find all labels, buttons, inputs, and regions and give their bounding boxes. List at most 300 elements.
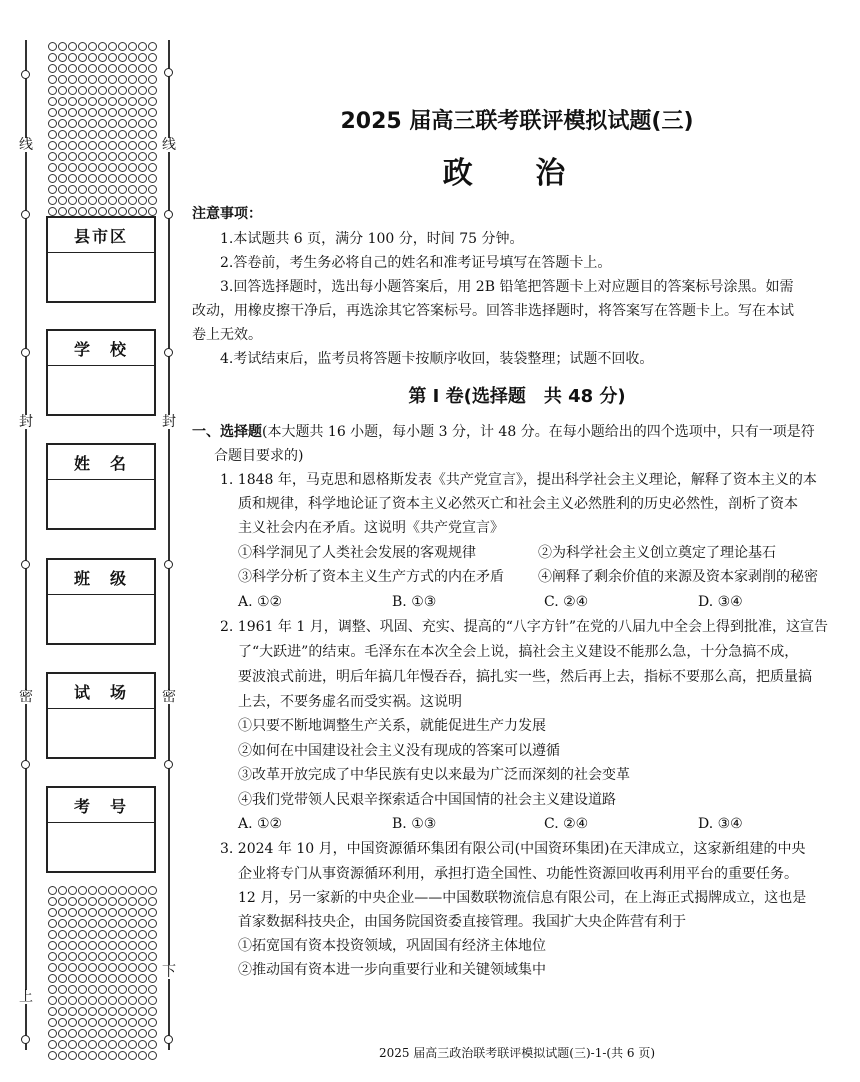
margin-dot <box>108 1040 117 1049</box>
margin-dot <box>148 985 157 994</box>
margin-dot <box>148 930 157 939</box>
margin-dot <box>108 75 117 84</box>
margin-dot <box>68 163 77 172</box>
margin-dot <box>118 897 127 906</box>
q2-stem: 2. 1961 年 1 月，调整、巩固、充实、提高的“八字方针”在党的八届九中全会上得到批准，这宣告 <box>220 619 829 635</box>
binding-hole <box>164 760 173 769</box>
margin-dot <box>68 919 77 928</box>
q3-statement: ②推动国有资本进一步向重要行业和关键领域集中 <box>238 962 546 978</box>
margin-dot <box>128 919 137 928</box>
margin-dot <box>98 974 107 983</box>
margin-dot <box>58 908 67 917</box>
margin-dot <box>68 985 77 994</box>
margin-dot <box>58 1007 67 1016</box>
margin-dot <box>88 963 97 972</box>
margin-dot <box>138 1018 147 1027</box>
margin-dot <box>128 1029 137 1038</box>
margin-dot <box>118 130 127 139</box>
margin-dot <box>68 152 77 161</box>
margin-dot <box>118 996 127 1005</box>
margin-dot <box>68 974 77 983</box>
margin-dot <box>48 930 57 939</box>
field-label: 县市区 <box>48 218 154 253</box>
margin-dot <box>78 1007 87 1016</box>
margin-dot <box>108 97 117 106</box>
margin-dot <box>138 119 147 128</box>
margin-dot <box>118 64 127 73</box>
section-title: 第 Ⅰ 卷(选择题 共 48 分) <box>408 386 626 407</box>
margin-dot <box>78 97 87 106</box>
margin-dot <box>98 75 107 84</box>
margin-dot <box>58 53 67 62</box>
margin-dot <box>118 53 127 62</box>
field-county-box[interactable] <box>46 216 156 303</box>
margin-dot <box>48 952 57 961</box>
margin-dot <box>58 952 67 961</box>
margin-dot <box>108 963 117 972</box>
margin-dot <box>68 207 77 216</box>
margin-dot <box>88 42 97 51</box>
margin-dot <box>128 152 137 161</box>
margin-dot <box>108 141 117 150</box>
margin-dot <box>138 174 147 183</box>
margin-dot <box>118 952 127 961</box>
margin-dot <box>58 130 67 139</box>
margin-dot <box>78 119 87 128</box>
field-label: 姓 名 <box>48 445 154 480</box>
field-exam-room-box[interactable] <box>46 672 156 759</box>
q1-statement: ④阐释了剩余价值的来源及资本家剥削的秘密 <box>538 569 818 585</box>
margin-dot <box>88 985 97 994</box>
margin-dot <box>98 963 107 972</box>
margin-dot <box>48 64 57 73</box>
margin-dot <box>88 86 97 95</box>
q2-statement: ②如何在中国建设社会主义没有现成的答案可以遵循 <box>238 743 560 759</box>
binding-margin <box>0 0 190 1082</box>
margin-dot <box>58 996 67 1005</box>
margin-dot <box>138 985 147 994</box>
margin-dot <box>78 185 87 194</box>
margin-dot <box>98 141 107 150</box>
margin-dot <box>98 919 107 928</box>
margin-dot <box>78 163 87 172</box>
margin-dot <box>128 64 137 73</box>
margin-dot <box>98 908 107 917</box>
margin-dot <box>118 152 127 161</box>
margin-dot <box>68 897 77 906</box>
q1-statement: ①科学洞见了人类社会发展的客观规律 <box>238 545 476 561</box>
margin-dot <box>78 75 87 84</box>
margin-dot <box>98 1018 107 1027</box>
margin-dot <box>88 174 97 183</box>
margin-dot <box>48 141 57 150</box>
margin-dot <box>88 185 97 194</box>
note-line: 3.回答选择题时，选出每小题答案后，用 2B 铅笔把答题卡上对应题目的答案标号涂黑。如需 <box>220 279 794 295</box>
margin-dot <box>78 941 87 950</box>
page-footer: 2025 届高三政治联考联评模拟试题(三)-1-(共 6 页) <box>378 1046 656 1060</box>
margin-dot <box>48 908 57 917</box>
margin-dot <box>138 97 147 106</box>
margin-dot <box>48 919 57 928</box>
margin-dot <box>108 196 117 205</box>
margin-dot <box>138 886 147 895</box>
margin-dot <box>68 119 77 128</box>
inner-dashed-line <box>168 40 170 1050</box>
margin-dot <box>148 141 157 150</box>
margin-dot <box>98 97 107 106</box>
margin-dot <box>68 1007 77 1016</box>
margin-dot <box>118 985 127 994</box>
margin-dot <box>128 130 137 139</box>
margin-dot <box>118 174 127 183</box>
margin-dot <box>48 1051 57 1060</box>
margin-dot <box>78 141 87 150</box>
margin-dot <box>98 86 107 95</box>
margin-dot <box>98 108 107 117</box>
field-exam-number-box[interactable] <box>46 786 156 873</box>
margin-dot <box>58 1018 67 1027</box>
margin-dot <box>88 996 97 1005</box>
margin-dot <box>48 97 57 106</box>
margin-dot <box>68 42 77 51</box>
margin-dot <box>108 1051 117 1060</box>
margin-dot <box>128 174 137 183</box>
margin-dot <box>118 97 127 106</box>
margin-dot <box>88 1040 97 1049</box>
margin-dot <box>138 919 147 928</box>
margin-dot <box>98 996 107 1005</box>
binding-hole <box>21 1035 30 1044</box>
subject-title: 政 治 <box>442 156 592 191</box>
margin-dot <box>118 1029 127 1038</box>
margin-dot <box>88 941 97 950</box>
margin-char-down: 下 <box>162 964 176 980</box>
margin-dot <box>128 941 137 950</box>
field-label: 学 校 <box>48 331 154 366</box>
q2-stem: 要波浪式前进，明后年搞几年慢吞吞，搞扎实一些，然后再上去，指标不要那么高，把质量搞 <box>238 669 812 685</box>
margin-dot <box>68 963 77 972</box>
q2-stem: 了“大跃进”的结束。毛泽东在本次全会上说，搞社会主义建设不能那么急，十分急搞不成， <box>238 644 799 660</box>
margin-dot <box>118 119 127 128</box>
margin-dot <box>78 908 87 917</box>
margin-dot <box>148 152 157 161</box>
margin-dot <box>58 196 67 205</box>
q1-option-b[interactable]: B. ①③ <box>392 594 437 610</box>
field-school-box[interactable] <box>46 329 156 416</box>
margin-dot <box>138 75 147 84</box>
margin-dot <box>108 930 117 939</box>
margin-dot <box>78 86 87 95</box>
margin-dot <box>128 1007 137 1016</box>
margin-dot <box>88 1051 97 1060</box>
margin-dot <box>68 996 77 1005</box>
margin-dot <box>88 908 97 917</box>
margin-dot <box>88 196 97 205</box>
margin-dot <box>138 963 147 972</box>
margin-dot <box>78 42 87 51</box>
binding-hole <box>21 560 30 569</box>
margin-dot <box>138 163 147 172</box>
margin-dot <box>148 185 157 194</box>
q3-statement: ①拓宽国有资本投资领域，巩固国有经济主体地位 <box>238 938 546 954</box>
margin-dot <box>58 1040 67 1049</box>
margin-dot <box>58 108 67 117</box>
margin-dot <box>48 185 57 194</box>
margin-dot <box>48 163 57 172</box>
notes-heading: 注意事项： <box>192 206 262 222</box>
binding-hole <box>164 348 173 357</box>
margin-char-line: 线 <box>162 137 176 153</box>
margin-dot <box>98 185 107 194</box>
field-class-box[interactable] <box>46 558 156 645</box>
margin-dot <box>88 974 97 983</box>
q2-option-d[interactable]: D. ③④ <box>698 816 743 832</box>
margin-dot <box>78 1051 87 1060</box>
q2-option-b[interactable]: B. ①③ <box>392 816 437 832</box>
margin-dot <box>58 42 67 51</box>
margin-dot <box>98 1029 107 1038</box>
field-label: 试 场 <box>48 674 154 709</box>
margin-dot <box>148 908 157 917</box>
margin-dot <box>98 1007 107 1016</box>
margin-dot <box>78 53 87 62</box>
q1-option-a[interactable]: A. ①② <box>238 594 283 610</box>
margin-dot <box>138 908 147 917</box>
margin-dot <box>108 974 117 983</box>
margin-dot <box>108 919 117 928</box>
q1-option-d[interactable]: D. ③④ <box>698 594 743 610</box>
margin-dot <box>68 1018 77 1027</box>
q1-option-c[interactable]: C. ②④ <box>544 594 589 610</box>
margin-dot <box>78 919 87 928</box>
margin-dot <box>78 985 87 994</box>
margin-dot <box>78 174 87 183</box>
margin-dot <box>128 886 137 895</box>
margin-dot <box>98 930 107 939</box>
q2-option-c[interactable]: C. ②④ <box>544 816 589 832</box>
margin-dot <box>108 897 117 906</box>
margin-dot <box>68 130 77 139</box>
margin-dot <box>138 42 147 51</box>
margin-dot <box>98 53 107 62</box>
exam-title: 2025 届高三联考联评模拟试题(三) <box>340 109 694 134</box>
margin-dot <box>118 75 127 84</box>
margin-dot <box>128 1040 137 1049</box>
margin-dot <box>48 941 57 950</box>
margin-dot <box>148 1018 157 1027</box>
margin-dot <box>148 97 157 106</box>
margin-dot <box>48 130 57 139</box>
margin-dot <box>108 1018 117 1027</box>
margin-dot <box>98 985 107 994</box>
margin-dot <box>118 141 127 150</box>
margin-dot <box>58 174 67 183</box>
margin-dot <box>48 86 57 95</box>
q1-stem: 质和规律，科学地论证了资本主义必然灭亡和社会主义必然胜利的历史必然性，剖析了资本 <box>238 496 798 512</box>
margin-dot <box>88 1029 97 1038</box>
margin-dot <box>108 185 117 194</box>
margin-dot <box>118 974 127 983</box>
margin-dot <box>88 1007 97 1016</box>
margin-dot <box>58 919 67 928</box>
margin-dot <box>88 141 97 150</box>
margin-dot <box>128 196 137 205</box>
margin-dot <box>58 941 67 950</box>
margin-dot <box>118 42 127 51</box>
note-line: 改动，用橡皮擦干净后，再选涂其它答案标号。回答非选择题时，将答案写在答题卡上。写在本试 <box>192 303 794 319</box>
margin-dot <box>128 207 137 216</box>
margin-dot <box>78 1040 87 1049</box>
margin-dot <box>88 207 97 216</box>
margin-dot <box>138 996 147 1005</box>
margin-dot <box>68 930 77 939</box>
margin-dot <box>138 141 147 150</box>
margin-dot <box>128 897 137 906</box>
margin-dot <box>138 86 147 95</box>
margin-char-seal: 封 <box>162 414 176 430</box>
field-label: 班 级 <box>48 560 154 595</box>
dot-pattern-bottom <box>48 886 166 1060</box>
margin-dot <box>148 897 157 906</box>
margin-dot <box>58 163 67 172</box>
margin-dot <box>148 941 157 950</box>
margin-dot <box>118 963 127 972</box>
margin-dot <box>78 974 87 983</box>
q3-stem: 首家数据科技央企，由国务院国资委直接管理。我国扩大央企阵营有利于 <box>238 914 686 930</box>
margin-dot <box>88 75 97 84</box>
margin-dot <box>78 897 87 906</box>
margin-dot <box>88 886 97 895</box>
margin-dot <box>148 952 157 961</box>
margin-char-seal: 封 <box>19 414 33 430</box>
margin-dot <box>98 119 107 128</box>
margin-dot <box>118 941 127 950</box>
field-name-box[interactable] <box>46 443 156 530</box>
margin-dot <box>118 930 127 939</box>
q2-stem: 上去，不要务虚名而受实祸。这说明 <box>238 694 462 710</box>
margin-dot <box>58 64 67 73</box>
margin-dot <box>78 930 87 939</box>
margin-dot <box>68 75 77 84</box>
margin-dot <box>148 119 157 128</box>
margin-dot <box>48 174 57 183</box>
field-label: 考 号 <box>48 788 154 823</box>
margin-dot <box>48 974 57 983</box>
outer-dashed-line <box>25 40 27 1050</box>
margin-dot <box>128 985 137 994</box>
margin-dot <box>48 53 57 62</box>
margin-dot <box>108 985 117 994</box>
margin-dot <box>88 130 97 139</box>
margin-dot <box>78 196 87 205</box>
margin-dot <box>48 207 57 216</box>
margin-dot <box>118 1040 127 1049</box>
margin-dot <box>98 196 107 205</box>
margin-dot <box>58 930 67 939</box>
margin-dot <box>98 64 107 73</box>
binding-hole <box>21 70 30 79</box>
margin-dot <box>68 53 77 62</box>
q3-stem: 3. 2024 年 10 月，中国资源循环集团有限公司(中国资环集团)在天津成立，这家新组建的中央 <box>220 841 806 857</box>
margin-dot <box>58 886 67 895</box>
q2-option-a[interactable]: A. ①② <box>238 816 283 832</box>
section-instr-text: 合题目要求的) <box>214 448 304 464</box>
margin-dot <box>138 53 147 62</box>
margin-dot <box>98 1040 107 1049</box>
margin-dot <box>148 1007 157 1016</box>
margin-dot <box>118 108 127 117</box>
margin-dot <box>128 86 137 95</box>
margin-dot <box>148 64 157 73</box>
margin-dot <box>138 897 147 906</box>
margin-dot <box>128 185 137 194</box>
margin-dot <box>118 185 127 194</box>
margin-dot <box>48 963 57 972</box>
margin-dot <box>118 1018 127 1027</box>
margin-dot <box>78 1029 87 1038</box>
margin-dot <box>148 963 157 972</box>
margin-dot <box>148 75 157 84</box>
q2-statement: ①只要不断地调整生产关系，就能促进生产力发展 <box>238 718 546 734</box>
margin-dot <box>148 108 157 117</box>
margin-dot <box>88 919 97 928</box>
margin-dot <box>98 886 107 895</box>
margin-dot <box>68 1040 77 1049</box>
margin-dot <box>148 207 157 216</box>
margin-dot <box>58 897 67 906</box>
margin-dot <box>78 130 87 139</box>
margin-dot <box>88 119 97 128</box>
margin-dot <box>68 908 77 917</box>
margin-dot <box>58 119 67 128</box>
q3-stem: 企业将专门从事资源循环利用，承担打造全国性、功能性资源回收再利用平台的重要任务。 <box>238 866 798 882</box>
margin-dot <box>98 941 107 950</box>
margin-dot <box>108 64 117 73</box>
margin-char-line: 线 <box>19 137 33 153</box>
margin-dot <box>108 108 117 117</box>
binding-hole <box>21 760 30 769</box>
margin-dot <box>138 974 147 983</box>
margin-dot <box>128 996 137 1005</box>
margin-dot <box>108 86 117 95</box>
margin-dot <box>108 207 117 216</box>
binding-hole <box>21 348 30 357</box>
margin-dot <box>58 86 67 95</box>
margin-dot <box>68 886 77 895</box>
margin-dot <box>68 185 77 194</box>
section-instr-lead: 一、选择题 <box>192 424 262 440</box>
margin-dot <box>128 53 137 62</box>
margin-char-up: 上 <box>19 989 33 1005</box>
margin-dot <box>138 207 147 216</box>
margin-dot <box>108 152 117 161</box>
margin-dot <box>148 919 157 928</box>
margin-dot <box>48 196 57 205</box>
margin-dot <box>108 174 117 183</box>
margin-dot <box>138 1040 147 1049</box>
margin-dot <box>148 1029 157 1038</box>
margin-dot <box>138 1007 147 1016</box>
margin-dot <box>48 75 57 84</box>
margin-dot <box>58 1051 67 1060</box>
margin-dot <box>128 75 137 84</box>
margin-dot <box>108 130 117 139</box>
margin-dot <box>78 963 87 972</box>
margin-dot <box>68 1029 77 1038</box>
margin-dot <box>48 119 57 128</box>
margin-dot <box>88 1018 97 1027</box>
margin-dot <box>148 196 157 205</box>
